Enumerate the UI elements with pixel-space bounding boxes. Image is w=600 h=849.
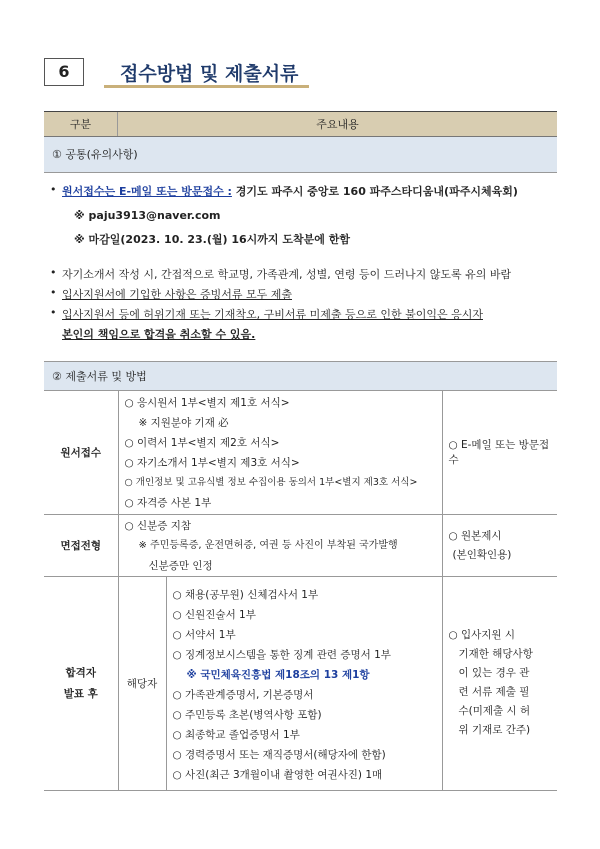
passed-label-line1: 합격자 (65, 667, 96, 679)
main-table (44, 111, 557, 791)
passed-sub-label: 해당자 (118, 576, 166, 790)
list-item: ○ 사진(최근 3개월이내 촬영한 여권사진) 1매 (172, 768, 383, 781)
passed-method-line: 수(미제출 시 허 (458, 705, 531, 717)
passed-method-line: 위 기재로 간주) (458, 724, 531, 736)
submission-address: 경기도 파주시 중앙로 160 파주스타디움내(파주시체육회) (231, 185, 518, 198)
passed-method-line: 기재한 해당사항 (458, 648, 533, 660)
list-item: ※ 국민체육진흥법 제18조의 13 제1항 (186, 668, 370, 681)
submission-method: 원서접수는 E-메일 또는 방문접수 : (62, 185, 232, 198)
passed-method-line: ○ 입사지원 시 (448, 629, 516, 641)
section-title-box (104, 56, 309, 88)
header-category: 구분 (44, 112, 118, 136)
list-item: ○ 가족관계증명서, 기본증명서 (172, 688, 314, 701)
interview-method-line1: ○ 원본제시 (448, 530, 502, 542)
interview-method (442, 514, 557, 576)
note-false-entry: • 입사지원서 등에 허위기재 또는 기재착오, 구비서류 미제출 등으로 인한 불이익은 응시자 (52, 306, 483, 322)
list-item: ○ 신분증 지참 (124, 519, 192, 532)
docs-heading: ② 제출서류 및 방법 (44, 362, 557, 391)
list-item: ○ 응시원서 1부<별지 제1호 서식> (124, 397, 290, 409)
interview-method-line2: (본인확인용) (452, 549, 512, 561)
application-items (118, 391, 442, 514)
list-item: ※ 지원분야 기재 必 (138, 417, 229, 429)
list-item: 신분증만 인정 (148, 559, 213, 572)
list-item: ○ 주민등록 초본(병역사항 포함) (172, 708, 322, 721)
application-label: 원서접수 (44, 391, 118, 514)
email-line: ※ paju3913@naver.com (74, 209, 221, 222)
section-header (44, 56, 309, 88)
table-row (44, 391, 557, 514)
list-item: ○ 징계정보시스템을 통한 징계 관련 증명서 1부 (172, 648, 391, 661)
submission-line (52, 183, 518, 199)
note-evidence: • 입사지원서에 기입한 사항은 증빙서류 모두 제출 (52, 286, 292, 302)
passed-label (44, 576, 118, 790)
header-content: 주요내용 (316, 118, 359, 131)
list-item: ○ 최종학교 졸업증명서 1부 (172, 728, 300, 741)
list-item: ○ 서약서 1부 (172, 628, 236, 641)
passed-method-line: 련 서류 제출 필 (458, 686, 530, 698)
interview-items (118, 514, 442, 576)
table-row (44, 514, 557, 576)
note-false-entry-cont: 본인의 책임으로 합격을 취소할 수 있음. (62, 328, 256, 341)
passed-items (166, 576, 442, 790)
list-item: ○ 이력서 1부<별지 제2호 서식> (124, 437, 280, 449)
list-item: ※ 주민등록증, 운전면허증, 여권 등 사진이 부착된 국가발행 (138, 539, 398, 551)
application-method: ○ E-메일 또는 방문접수 (442, 391, 557, 514)
common-heading: ① 공통(유의사항) (44, 137, 557, 173)
docs-table (44, 391, 557, 791)
interview-label: 면접전형 (44, 514, 118, 576)
passed-method-line: 이 있는 경우 관 (458, 667, 530, 679)
list-item: ○ 경력증명서 또는 재직증명서(해당자에 한함) (172, 748, 386, 761)
list-item: ○ 자격증 사본 1부 (124, 497, 212, 509)
section-number: 6 (44, 58, 84, 86)
list-item: ○ 채용(공무원) 신체검사서 1부 (172, 588, 319, 601)
list-item: ○ 신원진술서 1부 (172, 608, 256, 621)
passed-label-line2: 발표 후 (63, 688, 98, 700)
deadline-line: ※ 마감일(2023. 10. 23.(월) 16시까지 도착분에 한함 (74, 233, 350, 246)
note-self-intro: • 자기소개서 작성 시, 간접적으로 학교명, 가족관계, 성별, 연령 등이 드러나지 않도록 유의 바람 (52, 266, 511, 282)
list-item: ○ 개인정보 및 고유식별 정보 수집이용 동의서 1부<별지 제3호 서식> (124, 477, 418, 488)
passed-method (442, 576, 557, 790)
list-item: ○ 자기소개서 1부<별지 제3호 서식> (124, 457, 300, 469)
table-row (44, 576, 557, 790)
section-title: 접수방법 및 제출서류 (120, 63, 299, 85)
common-notes (44, 173, 557, 362)
table-header (44, 111, 557, 137)
